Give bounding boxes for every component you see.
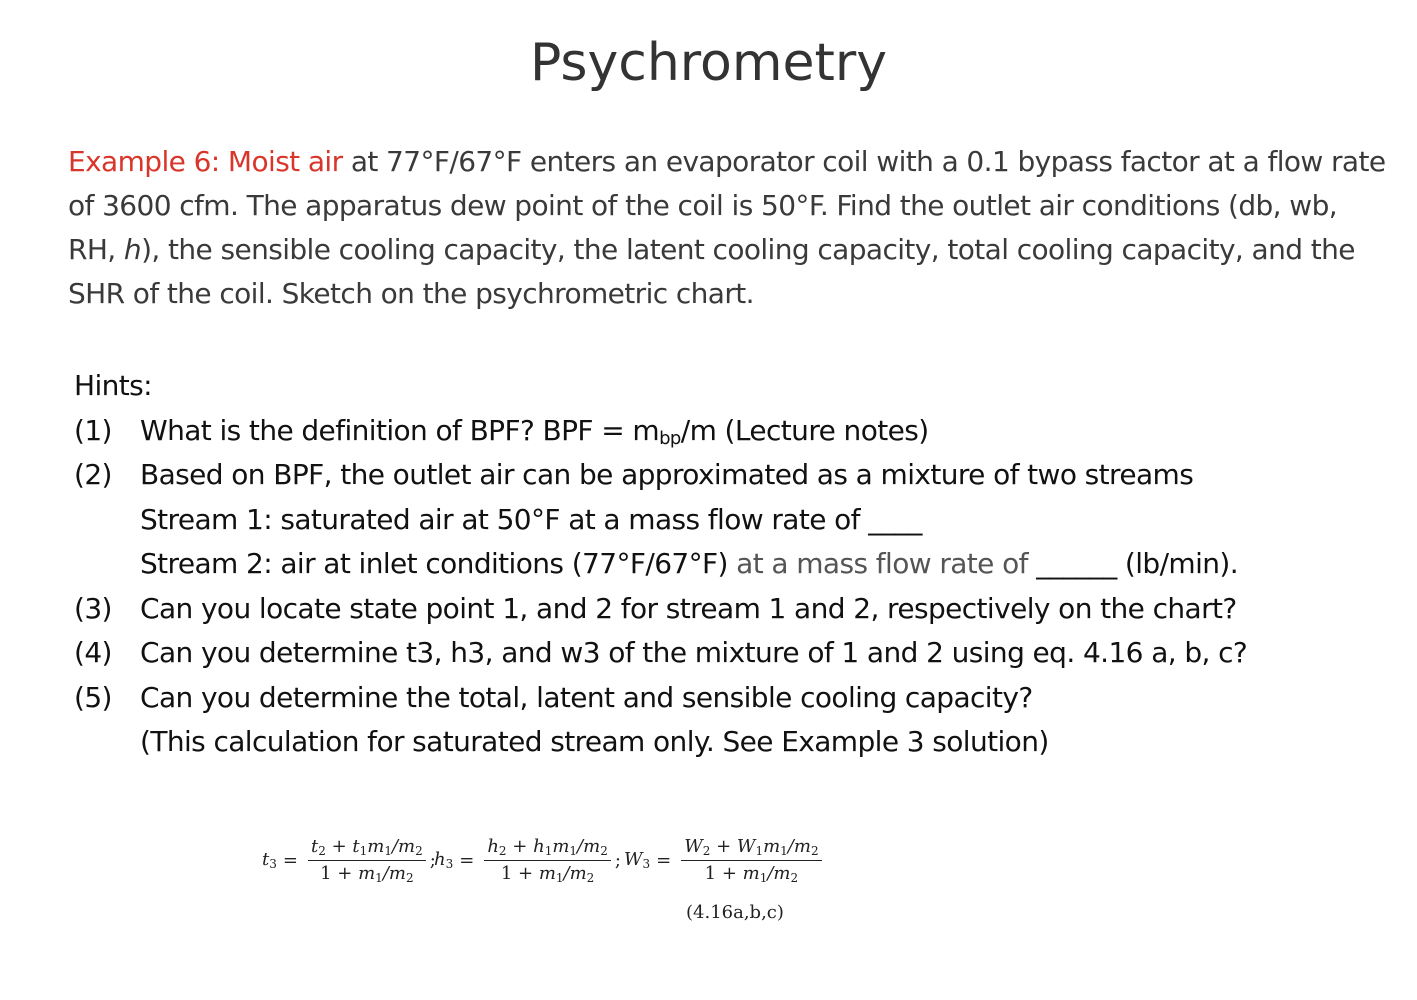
hint-3-text: Can you locate state point 1, and 2 for stream 1 and 2, respectively on the chart?: [140, 591, 1237, 625]
page-title: Psychrometry: [529, 33, 888, 93]
stream-1-text: Stream 1: saturated air at 50°F at a mass flow rate of ____: [140, 502, 922, 536]
hint-2-stream-1: [74, 498, 1394, 543]
hint-5-note-text: (This calculation for saturated stream only. See Example 3 solution): [140, 725, 1049, 758]
hints-heading-row: [74, 364, 1394, 409]
equation-w3: W3 = $\frac{W2 + W1m1/m2}{1 + m1/m2}$: [624, 830, 826, 890]
hint-1-number: (1): [74, 413, 112, 447]
enthalpy-symbol: h: [123, 233, 142, 266]
stream-2-text: [140, 542, 1238, 587]
stream-2-text-b: at a mass flow rate of: [736, 547, 1037, 580]
hints-heading: Hints:: [74, 369, 152, 402]
problem-text: at 77°F/67°F enters an evaporator coil with a 0.1 bypass factor at a flow rate of 3600 cfm. The apparatus dew point of the coil is 50°F. Find the outlet air conditions (db, wb, RH,: [68, 145, 1386, 266]
hint-3: [74, 587, 1394, 632]
hint-2: [74, 453, 1394, 498]
hint-3-number: (3): [74, 591, 112, 625]
hint-2-stream-2: [74, 542, 1394, 587]
equation-label: (4.16a,b,c): [686, 902, 784, 923]
hint-2-text: Based on BPF, the outlet air can be approximated as a mixture of two streams: [140, 458, 1194, 491]
hint-5: [74, 676, 1394, 721]
hint-4-number: (4): [74, 636, 112, 669]
hint-1-text-b: /m (Lecture notes): [680, 413, 929, 447]
hint-5-text: Can you determine the total, latent and sensible cooling capacity?: [140, 680, 1033, 714]
hint-1-text-a: What is the definition of BPF? BPF = m: [140, 413, 660, 447]
equation-h3: h3 = $\frac{h2 + h1m1/m2}{1 + m1/m2}$ ;: [434, 835, 621, 885]
equation-t3: t3 = $\frac{t2 + t1m1/m2}{1 + m1/m2}$ ;: [262, 835, 436, 885]
example-label: Example 6: Moist air: [68, 145, 343, 178]
hints-list: [74, 364, 1394, 765]
hint-2-number: (2): [74, 458, 112, 491]
hint-5-number: (5): [74, 680, 112, 714]
hint-4-text: Can you determine t3, h3, and w3 of the mixture of 1 and 2 using eq. 4.16 a, b, c?: [140, 636, 1248, 669]
hint-5-note: [74, 720, 1394, 765]
mixing-equations: [262, 830, 862, 940]
stream-2-text-a: Stream 2: air at inlet conditions (77°F/67°F): [140, 547, 737, 580]
problem-text-end: ), the sensible cooling capacity, the latent cooling capacity, total cooling capacity, and the SHR of the coil. Sketch on the psychrometric chart.: [68, 233, 1355, 310]
hint-1-subscript: bp: [659, 427, 681, 449]
problem-statement: [68, 140, 1388, 316]
hint-4: [74, 631, 1394, 676]
stream-2-text-c: ______ (lb/min).: [1036, 547, 1239, 580]
hint-1: [74, 409, 1394, 454]
